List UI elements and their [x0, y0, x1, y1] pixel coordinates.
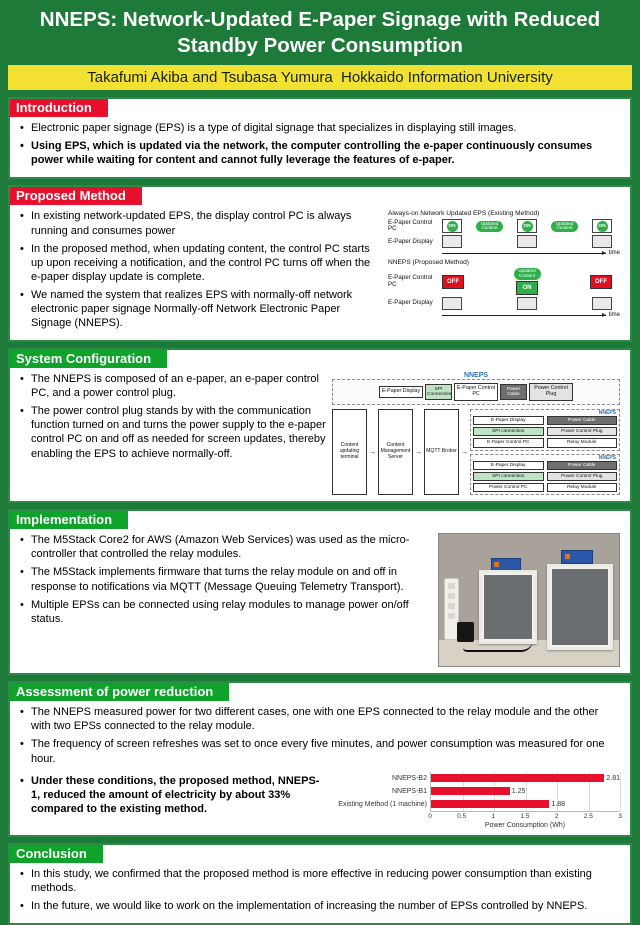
section-introduction [8, 97, 632, 179]
bullet: • In this study, we confirmed that the proposed method is more effective in reducing power consumption than existing methods. [18, 867, 620, 895]
chart-plot [430, 772, 620, 812]
component-box: Content updating terminal [332, 409, 367, 496]
chart-gridline [620, 772, 621, 811]
bullet: • The frequency of screen refreshes was set to once every five minutes, and power consumption was measured for one hour. [18, 737, 620, 765]
nneps-label: NNEPS [598, 409, 616, 416]
pc-off-icon: OFF [442, 275, 464, 289]
bullet: • In existing network-updated EPS, the display control PC is always running and consumes power [18, 209, 382, 237]
component-box: Power Control PC [473, 483, 544, 492]
bullet: • Electronic paper signage (EPS) is a type of digital signage that specializes in displaying still images. [18, 121, 620, 135]
component-box: E-Paper Control PC [473, 438, 544, 447]
section-header-assessment: Assessment of power reduction [10, 683, 229, 701]
nneps-group [470, 409, 620, 451]
e-paper-display-icon [442, 235, 462, 248]
bullet: • In the future, we would like to work on the implementation of increasing the number of EPSs controlled by NNEPS. [18, 899, 620, 913]
nneps-label: NNEPS [463, 372, 489, 380]
time-label: time [608, 312, 620, 319]
arrow-icon: → [415, 448, 422, 456]
section-header-conclusion: Conclusion [10, 845, 103, 863]
control-pc-label: E-Paper Control PC [388, 218, 433, 233]
component-box: Content Management Server [378, 409, 413, 496]
chart-labels [328, 772, 430, 812]
component-box: E-Paper Control PC [454, 383, 498, 401]
component-box: E-Paper Display [473, 461, 544, 470]
chart-tick-label: 3 [618, 812, 622, 820]
chart-tick-label: 1.5 [520, 812, 530, 820]
e-paper-display-icon [592, 235, 612, 248]
m5stack-board [561, 550, 593, 564]
chart-tick-label: 1 [491, 812, 496, 820]
chart-category-label: NNEPS-B1 [391, 787, 427, 795]
time-arrow [442, 250, 620, 256]
nneps-label: NNEPS [598, 454, 616, 461]
chart-tick-label: 0 [428, 812, 432, 820]
implementation-photo [438, 533, 620, 667]
e-paper-display-icon [517, 297, 537, 310]
timing-diagram [388, 205, 620, 321]
chart-category-label: NNEPS-B2 [391, 774, 427, 782]
chart-value-label: 1.25 [511, 787, 526, 795]
component-box: Power Control Plug [547, 427, 618, 436]
pc-on-icon [442, 219, 462, 233]
component-box: Power Cable [500, 384, 527, 401]
updated-content-pill: Updated Content [514, 268, 541, 280]
pc-on-icon: ON [516, 281, 538, 295]
section-header-introduction: Introduction [10, 99, 108, 117]
component-box: Power Cable [547, 416, 618, 425]
system-configuration-figure [332, 368, 620, 495]
component-box: Relay Module [547, 483, 618, 492]
bullet: • The NNEPS measured power for two different cases, one with one EPS connected to the relay module and the other with two EPSs connected to the relay module. [18, 705, 620, 733]
section-header-system-configuration: System Configuration [10, 350, 167, 368]
ac-adapter [457, 622, 474, 642]
network-diagram [332, 409, 620, 496]
component-box: SPI Connection [425, 384, 452, 401]
proposed-method-diagram [388, 268, 620, 318]
bullet: • We named the system that realizes EPS with normally-off network electronic paper signage Normally-off Network Electronic Paper Signage (NNEPS). [18, 288, 382, 330]
section-header-implementation: Implementation [10, 511, 128, 529]
section-assessment [8, 681, 632, 836]
time-arrow [442, 312, 620, 318]
chart-tick-label: 2.5 [583, 812, 593, 820]
on-badge: ON [447, 221, 458, 232]
chart-category-label: Existing Method (1 machine) [338, 800, 427, 808]
section-implementation [8, 509, 632, 675]
chart-value-label: 2.81 [606, 774, 620, 782]
e-paper-panel [547, 564, 613, 650]
chart-tick-label: 2 [554, 812, 559, 820]
chart-tick-label: 0.5 [457, 812, 467, 820]
control-pc-label: E-Paper Control PC [388, 273, 433, 288]
chart-bar [431, 774, 604, 783]
e-paper-panel [479, 570, 537, 644]
section-header-proposed-method: Proposed Method [10, 187, 142, 205]
chart-value-label: 1.88 [551, 800, 566, 808]
e-paper-display-icon [517, 235, 537, 248]
component-box: E-Paper Display [473, 416, 544, 425]
arrow-icon: → [369, 448, 376, 456]
time-label: time [608, 250, 620, 257]
section-conclusion [8, 843, 632, 925]
pc-on-icon [517, 219, 537, 233]
e-paper-display-icon [442, 297, 462, 310]
component-box: E-Paper Display [379, 386, 423, 398]
updated-content-pill: Updated Content [476, 221, 503, 233]
proposed-method-title: NNEPS (Proposed Method) [388, 259, 469, 267]
chart-x-label: Power Consumption (Wh) [484, 821, 566, 829]
bullet: • In the proposed method, when updating content, the control PC starts up upon receiving a notification, and the control PC turns off when the e-paper display update is complete. [18, 242, 382, 284]
bullet: • The M5Stack Core2 for AWS (Amazon Web Services) was used as the micro-controller that controlled the relay modules. [18, 533, 432, 561]
bullet: • The NNEPS is composed of an e-paper, an e-paper control PC, and a power control plug. [18, 372, 326, 400]
component-box: Relay Module [547, 438, 618, 447]
component-box: SPI connection [473, 472, 544, 481]
e-paper-display-icon [592, 297, 612, 310]
on-badge: ON [597, 221, 608, 232]
pc-on-with-notification [514, 268, 541, 295]
power-consumption-chart [328, 772, 620, 829]
bullet: • The power control plug stands by with the communication function turned on and turns the power supply to the e-paper control PC on and off as needed for screen updates, thereby enabling the EPS to achieve normally-off. [18, 404, 326, 460]
display-label: E-Paper Display [388, 237, 433, 245]
component-box: SPI connection [473, 427, 544, 436]
display-label: E-Paper Display [388, 299, 433, 307]
pc-on-icon [592, 219, 612, 233]
on-badge: ON [522, 221, 533, 232]
nneps-group [470, 454, 620, 496]
component-box: Power Control Plug [529, 383, 573, 401]
existing-method-title: Always-on Network Updated EPS (Existing Method) [388, 210, 540, 218]
component-box: Power Control Plug [547, 472, 618, 481]
nneps-component-chain [332, 379, 620, 405]
bullet: • The M5Stack implements firmware that turns the relay module on and off in response to notifications via MQTT (Message Queuing Telemetry Transport). [18, 565, 432, 593]
chart-bar-row [431, 785, 620, 798]
pc-off-icon: OFF [590, 275, 612, 289]
section-proposed-method [8, 185, 632, 342]
authors-bar: Takafumi Akiba and Tsubasa Yumura Hokkaido Information University [8, 65, 632, 90]
chart-bar [431, 800, 549, 809]
component-box: Power Cable [547, 461, 618, 470]
chart-bar-row [431, 772, 620, 785]
highlight-bullet: • Under these conditions, the proposed method, NNEPS-1, reduced the amount of electricity by about 33% compared to the existing method. [18, 774, 320, 816]
component-box: MQTT Broker [424, 409, 459, 496]
chart-bar [431, 787, 510, 796]
chart-bar-row [431, 798, 620, 811]
poster-title: NNEPS: Network-Updated E-Paper Signage with Reduced Standby Power Consumption [39, 8, 601, 57]
bullet: • Multiple EPSs can be connected using relay modules to manage power on/off status. [18, 598, 432, 626]
chart-ticks [430, 812, 620, 821]
section-system-configuration [8, 348, 632, 503]
bullet: • Using EPS, which is updated via the network, the computer controlling the e-paper continuously consumes power while waiting for content and cannot fully leverage the features of e-paper. [18, 139, 620, 167]
updated-content-pill: Updated Content [551, 221, 578, 233]
arrow-icon: → [461, 448, 468, 456]
existing-method-diagram [388, 219, 620, 256]
